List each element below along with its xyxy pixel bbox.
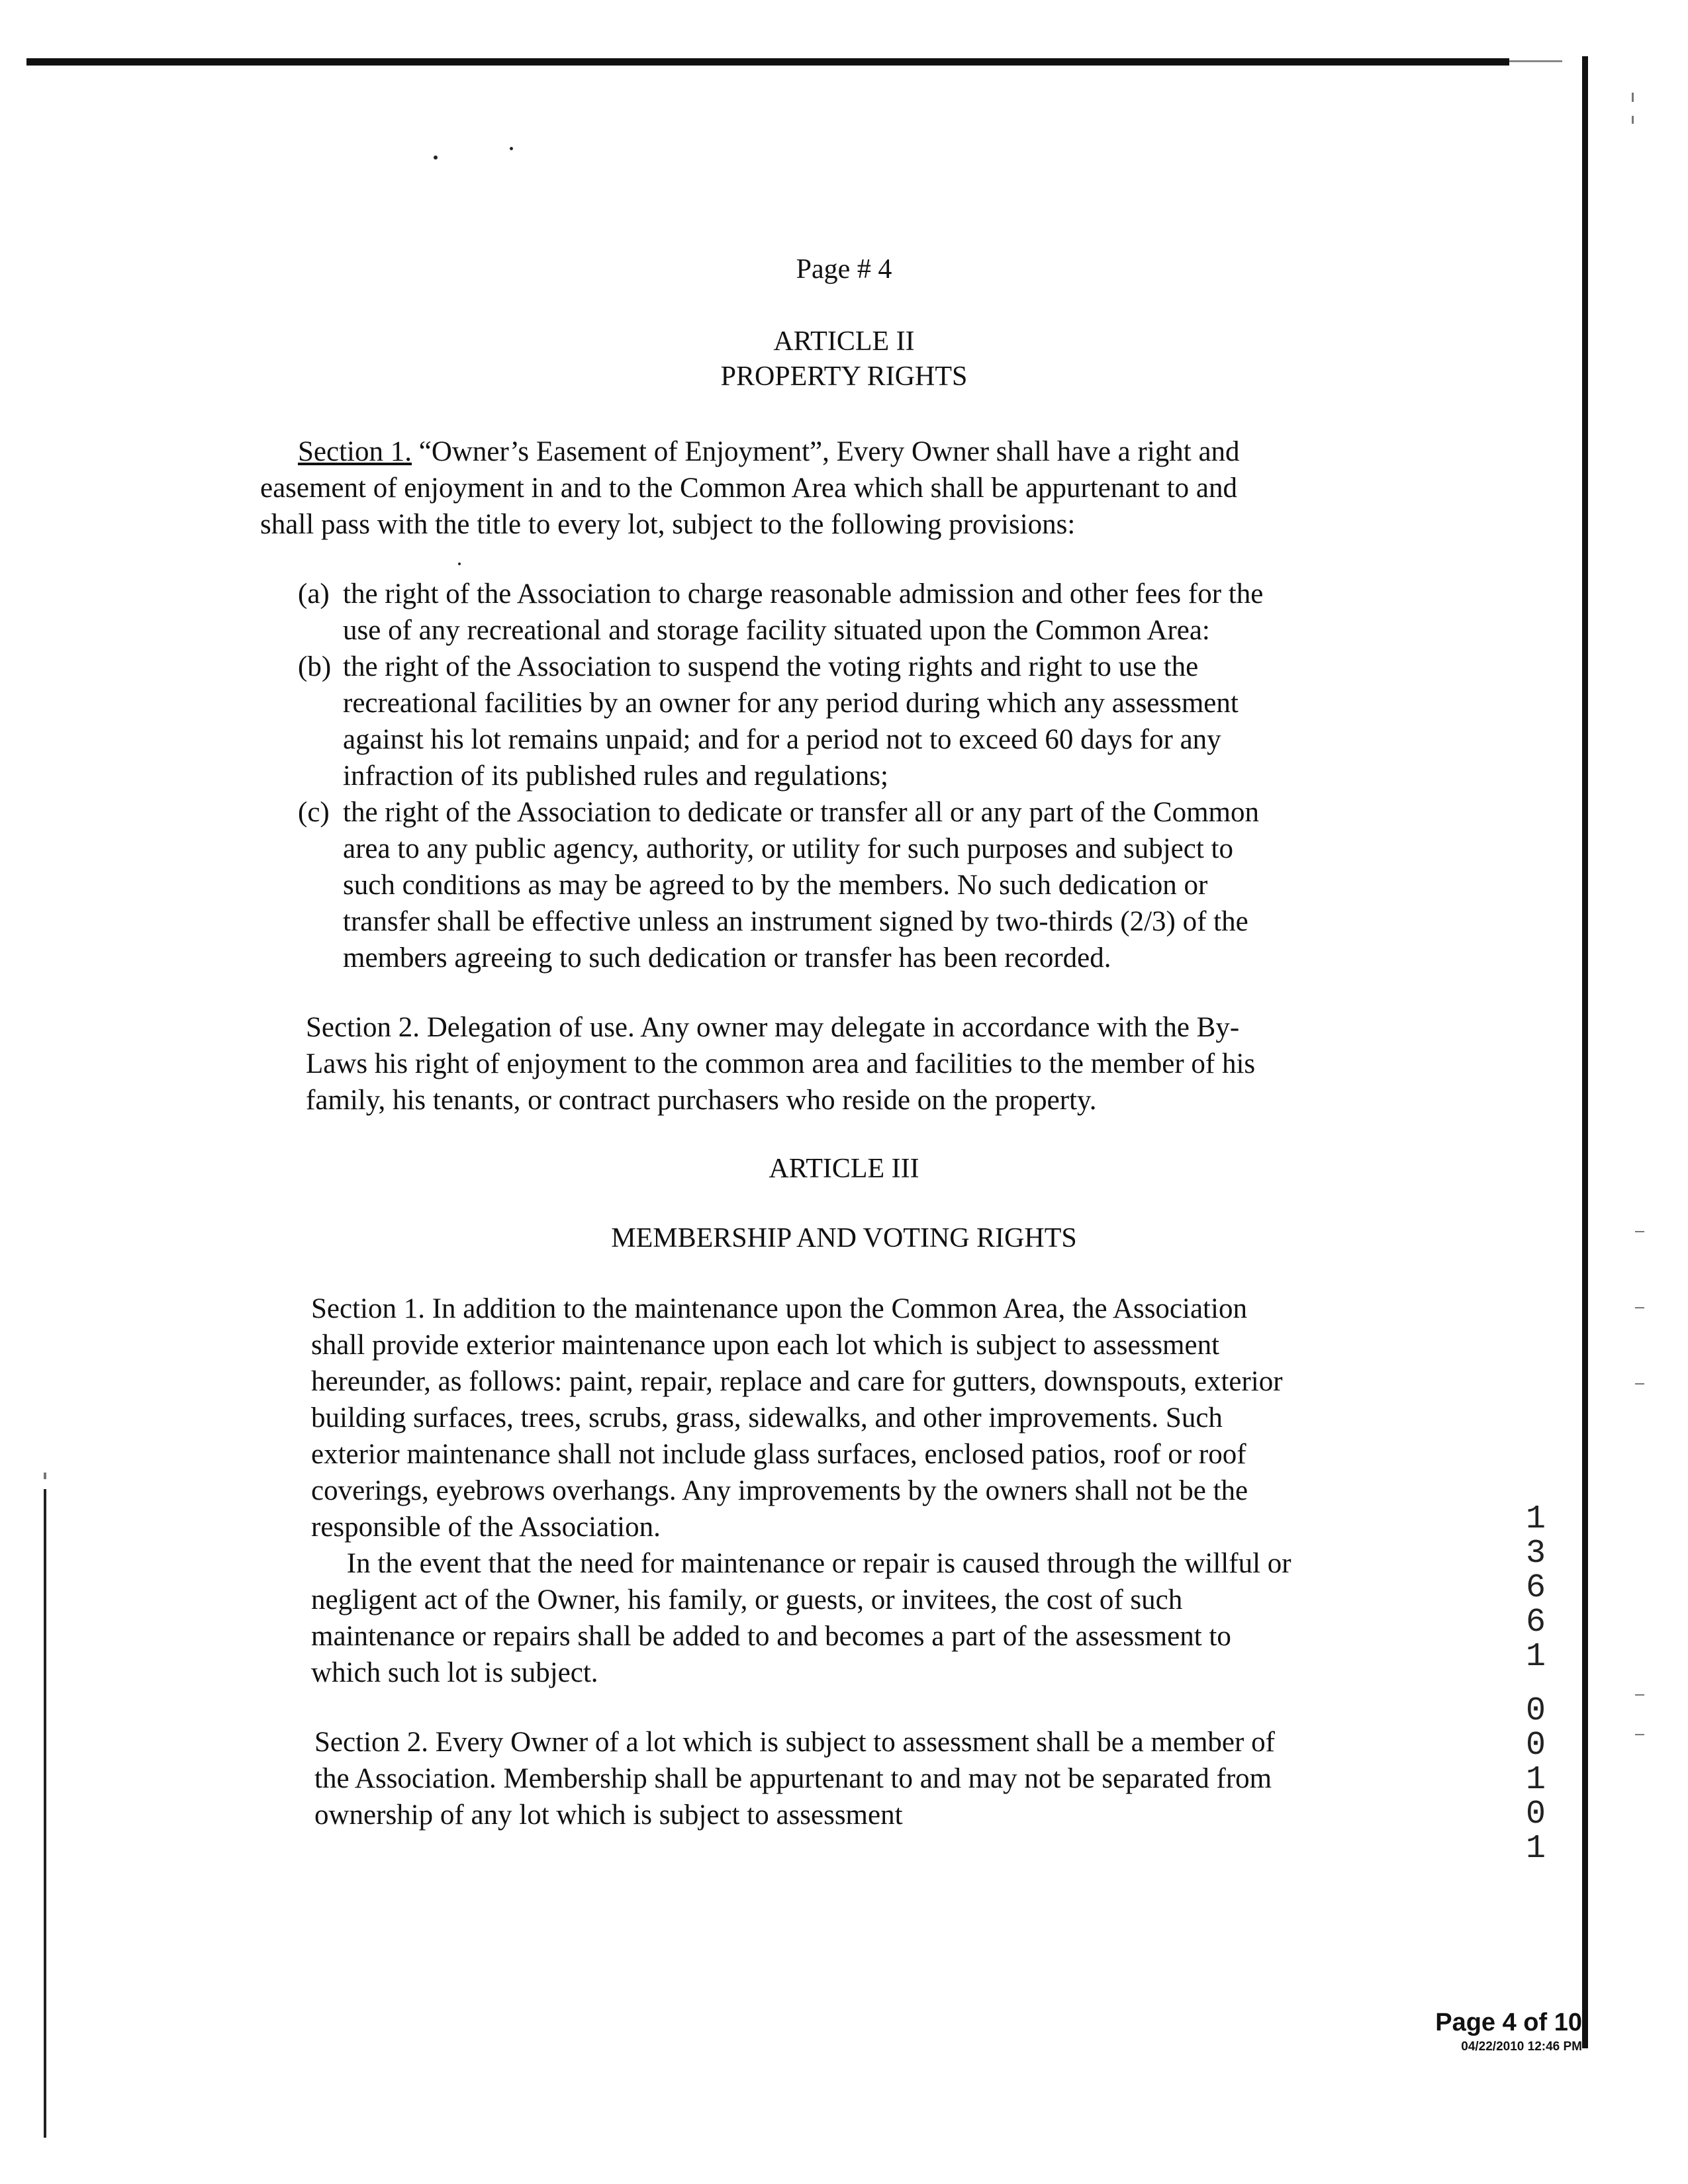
article-ii-section-2-line-3: family, his tenants, or contract purchasers who reside on the property. bbox=[306, 1085, 1097, 1116]
provision-b bbox=[298, 649, 1423, 794]
stamp-char: 3 bbox=[1525, 1535, 1546, 1572]
article-iii-heading: ARTICLE III bbox=[769, 1154, 919, 1184]
article-iii-section-1-line-1: Section 1. In addition to the maintenance upon the Common Area, the Association bbox=[311, 1293, 1247, 1324]
section-1-text: “Owner’s Easement of Enjoyment”, Every Owner shall have a right and bbox=[411, 436, 1240, 467]
provision-a-line-2: use of any recreational and storage facility situated upon the Common Area: bbox=[343, 615, 1210, 646]
provision-b-line-1: the right of the Association to suspend the voting rights and right to use the bbox=[343, 651, 1199, 682]
article-ii-section-1-line-3: shall pass with the title to every lot, subject to the following provisions: bbox=[260, 509, 1076, 540]
article-iii-section-1-line-9: negligent act of the Owner, his family, or guests, or invitees, the cost of such bbox=[311, 1584, 1183, 1615]
document-recording-stamp bbox=[1516, 1502, 1556, 1866]
article-iii-title: MEMBERSHIP AND VOTING RIGHTS bbox=[611, 1223, 1077, 1253]
article-iii-section-2-line-3: ownership of any lot which is subject to assessment bbox=[314, 1799, 903, 1831]
stamp-char: 1 bbox=[1525, 1830, 1546, 1868]
provision-c-marker: (c) bbox=[298, 797, 330, 828]
article-ii-section-2-line-2: Laws his right of enjoyment to the common area and facilities to the member of his bbox=[306, 1048, 1256, 1079]
footer-timestamp: 04/22/2010 12:46 PM bbox=[1461, 2040, 1582, 2054]
provision-b-line-3: against his lot remains unpaid; and for a period not to exceed 60 days for any bbox=[343, 724, 1221, 755]
provision-c-line-1: the right of the Association to dedicate or transfer all or any part of the Common bbox=[343, 797, 1259, 828]
article-iii-section-1-line-3: hereunder, as follows: paint, repair, replace and care for gutters, downspouts, exterior bbox=[311, 1366, 1283, 1397]
article-iii-section-1-line-8: In the event that the need for maintenance or repair is caused through the willful or bbox=[311, 1548, 1291, 1579]
article-iii-section-1-line-4: building surfaces, trees, scrubs, grass, sidewalks, and other improvements. Such bbox=[311, 1402, 1223, 1433]
stamp-char: 1 bbox=[1525, 1500, 1546, 1538]
article-iii-section-2-line-2: the Association. Membership shall be appurtenant to and may not be separated from bbox=[314, 1763, 1272, 1794]
stamp-char: 0 bbox=[1525, 1796, 1546, 1833]
provision-c-line-4: transfer shall be effective unless an instrument signed by two-thirds (2/3) of the bbox=[343, 906, 1248, 937]
stamp-char: 6 bbox=[1525, 1604, 1546, 1641]
section-1-label: Section 1. bbox=[298, 436, 412, 467]
footer-page-count: Page 4 of 10 bbox=[1435, 2009, 1582, 2036]
stamp-char: 0 bbox=[1525, 1727, 1546, 1764]
provision-a-line-1: the right of the Association to charge reasonable admission and other fees for the bbox=[343, 578, 1264, 610]
article-ii-section-2-line-1: Section 2. Delegation of use. Any owner may delegate in accordance with the By- bbox=[306, 1012, 1240, 1043]
provision-b-marker: (b) bbox=[298, 651, 332, 682]
article-iii-section-1-line-7: responsible of the Association. bbox=[311, 1512, 661, 1543]
stamp-char: 1 bbox=[1525, 1761, 1546, 1799]
article-iii-section-1-line-6: coverings, eyebrows overhangs. Any improvements by the owners shall not be the bbox=[311, 1475, 1248, 1506]
provision-a-marker: (a) bbox=[298, 578, 330, 610]
article-iii-section-1-line-5: exterior maintenance shall not include glass surfaces, enclosed patios, roof or roof bbox=[311, 1439, 1246, 1470]
stamp-char: 1 bbox=[1525, 1638, 1546, 1676]
article-ii-title: PROPERTY RIGHTS bbox=[720, 361, 968, 392]
page-number-header: Page # 4 bbox=[796, 254, 892, 285]
article-iii-section-2-line-1: Section 2. Every Owner of a lot which is subject to assessment shall be a member of bbox=[314, 1727, 1275, 1758]
article-ii-section-1-line-2: easement of enjoyment in and to the Common Area which shall be appurtenant to and bbox=[260, 473, 1237, 504]
article-iii-section-1-line-11: which such lot is subject. bbox=[311, 1657, 598, 1688]
provision-a bbox=[298, 576, 1423, 649]
article-ii-section-1-line-1 bbox=[298, 433, 1240, 470]
provision-b-line-4: infraction of its published rules and regulations; bbox=[343, 760, 888, 792]
provision-c bbox=[298, 794, 1423, 976]
stamp-char bbox=[1516, 1674, 1556, 1694]
stamp-char: 0 bbox=[1525, 1692, 1546, 1730]
article-iii-section-1-line-2: shall provide exterior maintenance upon each lot which is subject to assessment bbox=[311, 1330, 1220, 1361]
provision-b-line-2: recreational facilities by an owner for any period during which any assessment bbox=[343, 688, 1239, 719]
article-iii-section-1-line-10: maintenance or repairs shall be added to and becomes a part of the assessment to bbox=[311, 1621, 1231, 1652]
provision-c-line-5: members agreeing to such dedication or transfer has been recorded. bbox=[343, 942, 1111, 974]
provision-c-line-3: such conditions as may be agreed to by the members. No such dedication or bbox=[343, 870, 1208, 901]
stamp-char: 6 bbox=[1525, 1569, 1546, 1607]
provision-c-line-2: area to any public agency, authority, or utility for such purposes and subject to bbox=[343, 833, 1233, 864]
article-ii-heading: ARTICLE II bbox=[773, 326, 915, 357]
